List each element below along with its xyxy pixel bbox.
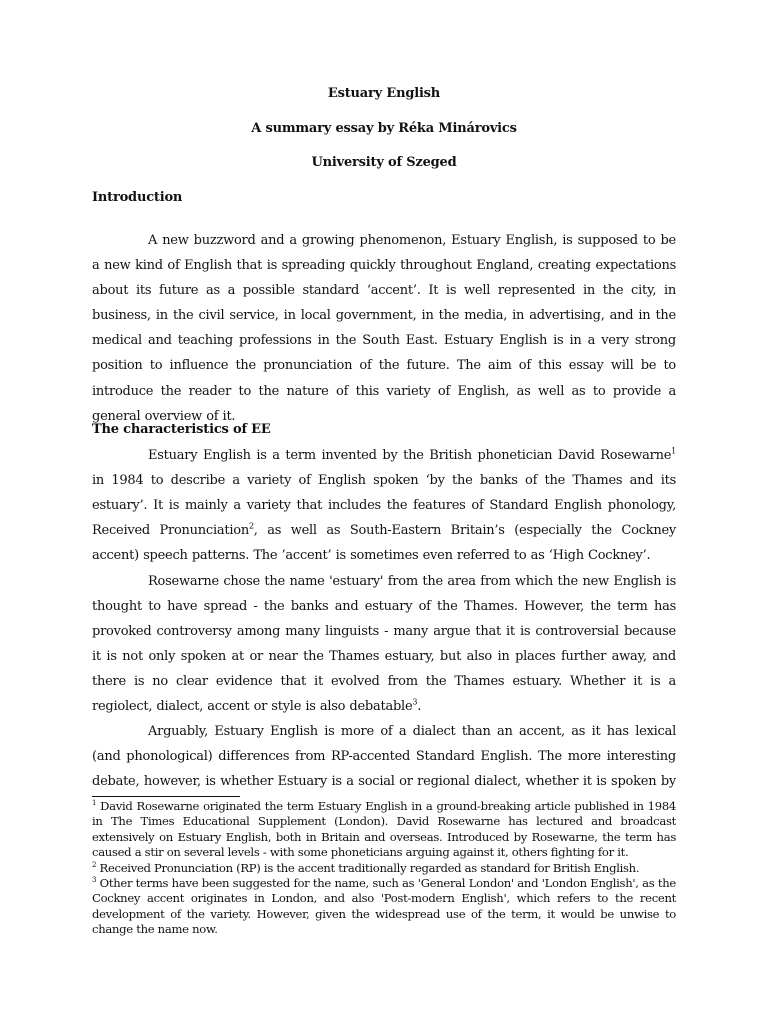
footnote-number: 3 <box>92 876 97 885</box>
document-affiliation: University of Szeged <box>311 155 457 170</box>
footnote-text: David Rosewarne originated the term Estuary English in a ground-breaking article published in 1984 in The Times Educational Supplement (London). David Rosewarne has lectured and broadcast extensively on Estuary English, both in Britain and overseas. Introduced by Rosewarne, the term has caused a stir on several levels - with some phoneticians arguing against it, others fighting for it. <box>92 799 676 860</box>
footnote-ref-2[interactable]: 2 <box>248 521 254 531</box>
characteristics-paragraph-2 <box>92 569 676 720</box>
footnote-number: 2 <box>92 860 97 869</box>
footnote-3 <box>92 876 676 938</box>
introduction-heading: Introduction <box>92 190 183 205</box>
document-title: Estuary English <box>327 86 441 101</box>
characteristics-paragraph-1 <box>92 443 676 568</box>
footnotes <box>92 799 676 938</box>
paragraph-text: Rosewarne chose the name 'estuary' from the area from which the new English is thought to have spread - the banks and estuary of the Thames. However, the term has provoked controversy among many linguists - many argue that it is controversial because it is not only spoken at or near the Thames estuary, but also in places further away, and there is no clear evidence that it evolved from the Thames estuary. Whether it is a regiolect, dialect, accent or style is also debatable <box>92 574 676 715</box>
paragraph-text: in 1984 to describe a variety of English spoken ‘by the banks of the Thames and its estuary’. It is mainly a variety that includes the features of Standard English phonology, Received Pronunciation <box>92 473 676 539</box>
paragraph-text: . <box>417 699 422 715</box>
characteristics-heading: The characteristics of EE <box>92 422 271 437</box>
footnote-text: Received Pronunciation (RP) is the accent traditionally regarded as standard for British English. <box>96 860 640 875</box>
document-subtitle: A summary essay by Réka Minárovics <box>251 121 517 136</box>
introduction-paragraph: A new buzzword and a growing phenomenon, Estuary English, is supposed to be a new kind of English that is spreading quickly throughout England, creating expectations about its future as a possible standard ‘accent’. It is well represented in the city, in business, in the civil service, in local government, in the media, in advertising, and in the medical and teaching professions in the South East. Estuary English is in a very strong position to influence the pronunciation of the future. The aim of this essay will be to introduce the reader to the nature of this variety of English, as well as to provide a general overview of it. <box>92 233 676 424</box>
paragraph-text: , as well as South-Eastern Britain’s (especially the Cockney accent) speech patterns. The ’accent’ is sometimes even referred to as ‘High Cockney’. <box>92 523 676 564</box>
footnote-number: 1 <box>92 799 97 808</box>
paragraph-text: Estuary English is a term invented by the British phonetician David Rosewarne <box>148 448 672 463</box>
characteristics-paragraph-3: Arguably, Estuary English is more of a dialect than an accent, as it has lexical (and phonological) differences from RP-accented Standard English. The more interesting debate, however, is whether Estuary is a social or regional dialect, whether it is spoken by <box>92 724 676 790</box>
footnote-ref-1[interactable]: 1 <box>671 446 676 456</box>
footnote-ref-3[interactable]: 3 <box>412 698 418 708</box>
footnote-text: Other terms have been suggested for the name, such as 'General London' and 'London English', as the Cockney accent originates in London, and also 'Post-modern English', which refers to the recent development of the variety. However, given the widespread use of the term, it would be unwise to change the name now. <box>92 876 676 937</box>
footnote-1 <box>92 799 676 861</box>
footnote-separator <box>92 796 240 797</box>
footnote-2 <box>92 861 676 876</box>
